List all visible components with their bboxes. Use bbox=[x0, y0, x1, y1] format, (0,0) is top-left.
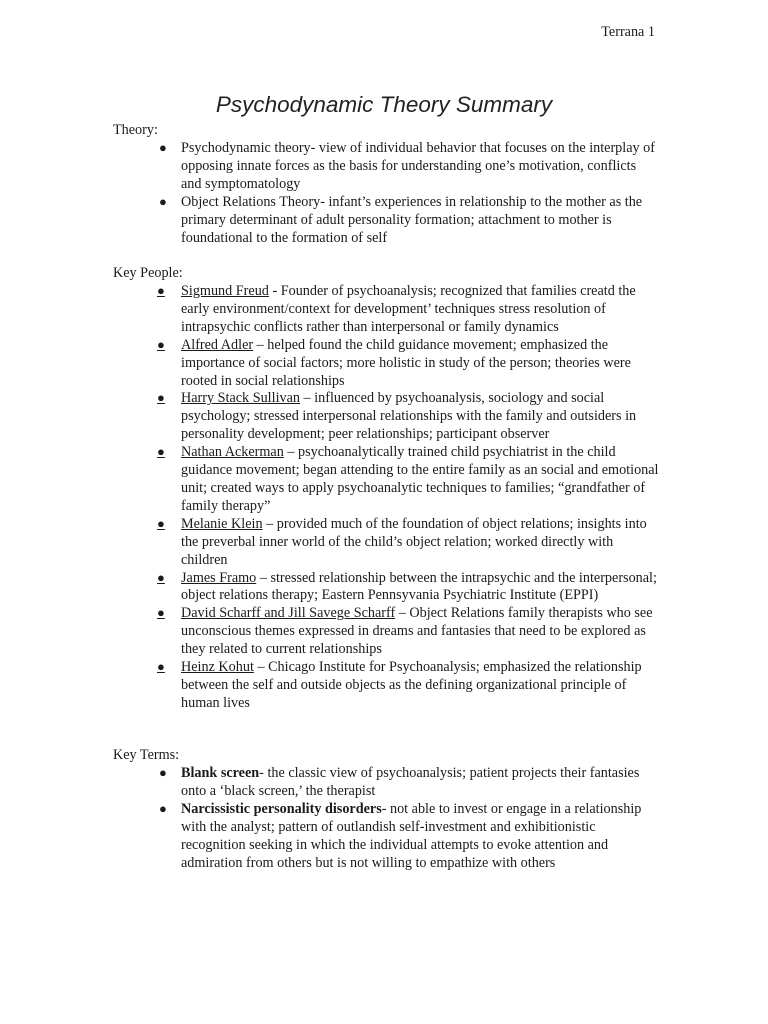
person-description: – helped found the child guidance movement; emphasized the importance of social factors; more holistic in study of the person; theories were rooted in social relationships bbox=[181, 336, 631, 389]
person-name: Melanie Klein bbox=[181, 515, 263, 532]
list-item bbox=[157, 444, 659, 516]
person-description: – provided much of the foundation of object relations; insights into the preverbal inner world of the child’s object relation; worked directly with children bbox=[181, 515, 647, 568]
bullet-icon: ● bbox=[157, 605, 165, 621]
bullet-icon: ● bbox=[159, 765, 167, 780]
person-name: Nathan Ackerman bbox=[181, 444, 284, 461]
key-terms-heading: Key Terms: bbox=[113, 747, 180, 763]
bullet-icon: ● bbox=[159, 193, 167, 209]
list-item bbox=[157, 194, 659, 248]
person-description: – stressed relationship between the intrapsychic and the interpersonal; object relations therapy; Eastern Pennsyvania Psychiatric Institute (EPPI) bbox=[181, 569, 657, 604]
item-text: Psychodynamic theory- view of individual behavior that focuses on the interplay of opposing innate forces as the basis for understanding one’s motivation, conflicts and symptomatology bbox=[181, 140, 655, 192]
bullet-icon: ● bbox=[157, 659, 165, 675]
person-description: – Object Relations family therapists who see unconscious themes expressed in dreams and fantasies that need to be explored as they related to current relationships bbox=[181, 605, 653, 658]
list-item bbox=[157, 337, 659, 391]
person-name: David Scharff and Jill Savege Scharff bbox=[181, 605, 396, 622]
bullet-icon: ● bbox=[157, 444, 165, 460]
person-description: – influenced by psychoanalysis, sociology and social psychology; stressed interpersonal relationships with the family and outsiders in personality development; peer relationships; participant observer bbox=[181, 390, 637, 443]
term-definition: - not able to invest or engage in a relationship with the analyst; pattern of outlandish self-investment and exhibitionistic recognition seeking in which the individual attempts to evoke attention and admiration from others but is not willing to empathize with others bbox=[181, 800, 642, 871]
key-terms-list bbox=[157, 765, 659, 872]
page-header: Terrana 1 bbox=[601, 24, 655, 40]
list-item bbox=[157, 140, 659, 194]
list-item bbox=[157, 516, 659, 570]
key-people-heading: Key People: bbox=[113, 265, 183, 281]
person-description: - Founder of psychoanalysis; recognized that families creatd the early environment/context for development’ techniques stress resolution of intrapsychic conflicts rather than interpersonal or family dynamics bbox=[181, 283, 636, 335]
bullet-icon: ● bbox=[157, 336, 165, 352]
person-description: – Chicago Institute for Psychoanalysis; emphasized the relationship between the self and outside objects as the defining organizational principle of human lives bbox=[181, 659, 642, 711]
person-description: – psychoanalytically trained child psychiatrist in the child guidance movement; began attending to the entire family as an social and emotional unit; created ways to apply psychoanalytic techniques to families; “grandfather of family therapy” bbox=[181, 444, 659, 514]
theory-heading: Theory: bbox=[113, 122, 158, 138]
bullet-icon: ● bbox=[157, 569, 165, 585]
person-name: Alfred Adler bbox=[181, 336, 254, 353]
key-people-list bbox=[157, 283, 659, 713]
bullet-icon: ● bbox=[157, 515, 165, 531]
list-item bbox=[157, 283, 659, 337]
item-text: Object Relations Theory- infant’s experiences in relationship to the mother as the primary determinant of adult personality formation; attachment to mother is foundational to the formation of self bbox=[181, 193, 643, 246]
list-item bbox=[157, 570, 659, 606]
list-item bbox=[157, 765, 659, 801]
bullet-icon: ● bbox=[157, 283, 165, 298]
list-item bbox=[157, 659, 659, 713]
person-name: Heinz Kohut bbox=[181, 659, 254, 676]
term-name: Narcissistic personality disorders bbox=[181, 800, 382, 817]
term-name: Blank screen bbox=[181, 765, 260, 781]
person-name: James Framo bbox=[181, 569, 257, 586]
person-name: Sigmund Freud bbox=[181, 283, 269, 299]
term-definition: - the classic view of psychoanalysis; patient projects their fantasies onto a ‘black screen,’ the therapist bbox=[181, 765, 640, 799]
person-name: Harry Stack Sullivan bbox=[181, 390, 300, 407]
document-title: Psychodynamic Theory Summary bbox=[215, 92, 553, 117]
list-item bbox=[157, 390, 659, 444]
bullet-icon: ● bbox=[157, 390, 165, 406]
bullet-icon: ● bbox=[159, 800, 167, 816]
theory-list bbox=[157, 140, 659, 247]
list-item bbox=[157, 801, 659, 873]
bullet-icon: ● bbox=[159, 140, 167, 155]
list-item bbox=[157, 605, 659, 659]
